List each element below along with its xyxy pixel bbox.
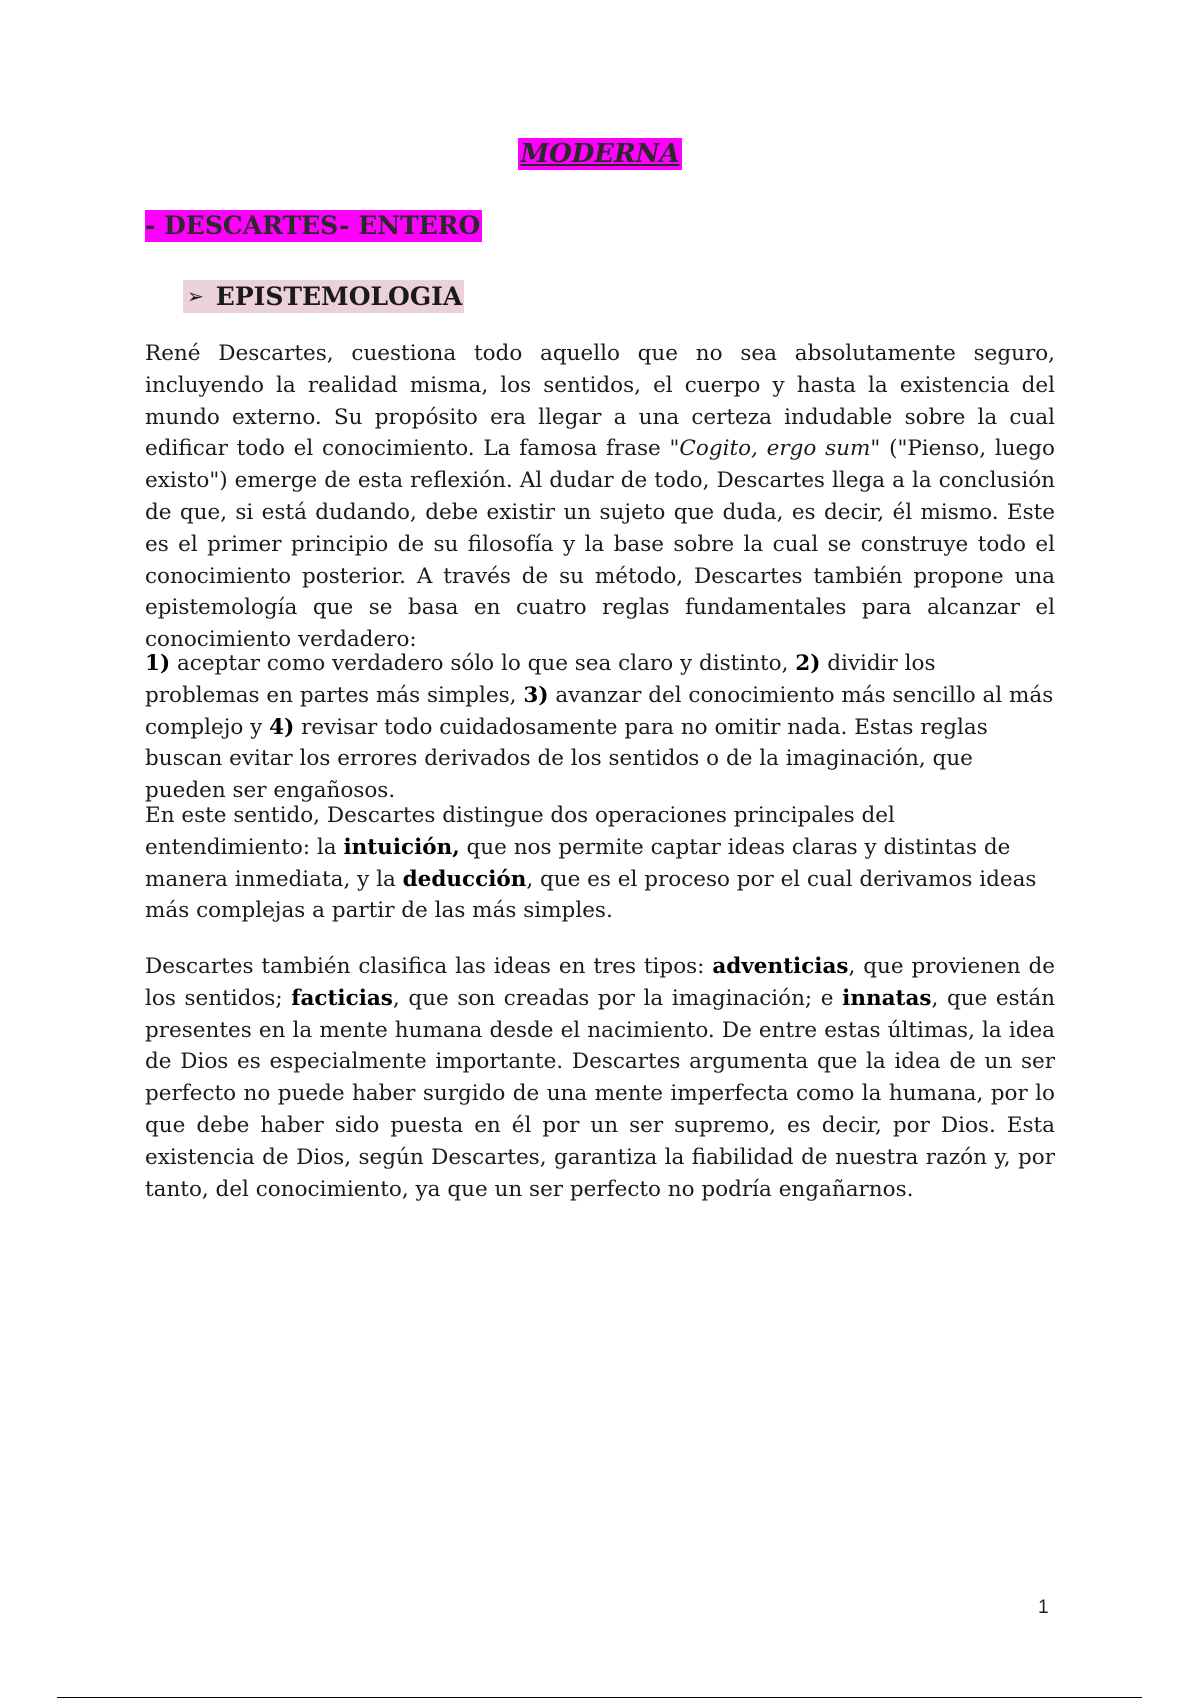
document-title: MODERNA <box>520 139 680 169</box>
rule-number: 3) <box>523 682 549 708</box>
rule-number: 1) <box>145 651 171 676</box>
rule-number: 4) <box>269 714 295 740</box>
rule-number: 2) <box>795 651 821 676</box>
paragraph-rules <box>145 648 1055 807</box>
rule-text: revisar todo cuidadosamente para no omitir nada. Estas reglas buscan evitar los errores derivados de los sentidos o de la imaginación, que pueden ser engañosos. <box>145 714 988 804</box>
rule-text: aceptar como verdadero sólo lo que sea claro y distinto, <box>170 651 796 676</box>
paragraph-text: Descartes también clasifica las ideas en tres tipos: <box>145 954 713 979</box>
term-innatas: innatas <box>842 985 932 1011</box>
paragraph-text: En este sentido, Descartes distingue dos operaciones principales del entendimiento: la <box>145 803 895 860</box>
subsection-label: EPISTEMOLOGIA <box>215 282 463 311</box>
paragraph-ideas <box>145 951 1055 1205</box>
footer-divider <box>57 1697 1142 1698</box>
term-adventicias: adventicias <box>712 954 849 979</box>
paragraph-text: René Descartes, cuestiona todo aquello que no sea absolutamente seguro, incluyendo la realidad misma, los sentidos, el cuerpo y hasta la existencia del mundo externo. Su propósito era llegar a una certeza indudable sobre la cual edificar todo el conocimiento. La famosa frase <box>145 341 1055 462</box>
paragraph-operations <box>145 800 1055 927</box>
paragraph-text: que nos permite captar ideas claras y distintas de manera inmediata, y la <box>145 834 1011 892</box>
title-container <box>145 138 1055 170</box>
paragraph-text: , que es el proceso por el cual derivamos ideas más complejas a partir de las más simples. <box>145 866 1037 924</box>
paragraph-text: , que provienen de los sentidos; <box>145 954 1056 1011</box>
arrow-bullet-icon: ➢ <box>187 284 204 308</box>
paragraph-doubt <box>145 338 1055 656</box>
term-deduccion: deducción <box>402 866 527 892</box>
paragraph-text: , que están presentes en la mente humana desde el nacimiento. De entre estas últimas, la idea de Dios es especialmente importante. Descartes argumenta que la idea de un ser perfecto no puede haber surgido de una mente imperfecta como la humana, por lo que debe haber sido puesta en él por un ser supremo, es decir, por Dios. Esta existencia de Dios, según Descartes, garantiza la fiabilidad de nuestra razón y, por tanto, del conocimiento, ya que un ser perfecto no podría engañarnos. <box>145 985 1055 1202</box>
term-facticias: facticias <box>291 985 393 1011</box>
paragraph-text: ("Pienso, luego existo") emerge de esta reflexión. Al dudar de todo, Descartes llega a la conclusión de que, si está dudando, debe existir un sujeto que duda, es decir, él mismo. Este es el primer principio de su filosofía y la base sobre la cual se construye todo el conocimiento posterior. A través de su método, Descartes también propone una epistemología que se basa en cuatro reglas fundamentales para alcanzar el conocimiento verdadero: <box>145 436 1055 653</box>
rule-text: dividir los problemas en partes más simples, <box>145 651 936 708</box>
section-heading: - DESCARTES- ENTERO <box>145 211 481 240</box>
subsection-heading <box>183 280 464 313</box>
rule-text: avanzar del conocimiento más sencillo al más complejo y <box>145 682 1054 740</box>
term-intuicion: intuición, <box>343 834 460 860</box>
page-number: 1 <box>1038 1597 1049 1618</box>
paragraph-text: , que son creadas por la imaginación; e <box>392 985 843 1011</box>
cogito-quote: "Cogito, ergo sum" <box>669 436 881 462</box>
